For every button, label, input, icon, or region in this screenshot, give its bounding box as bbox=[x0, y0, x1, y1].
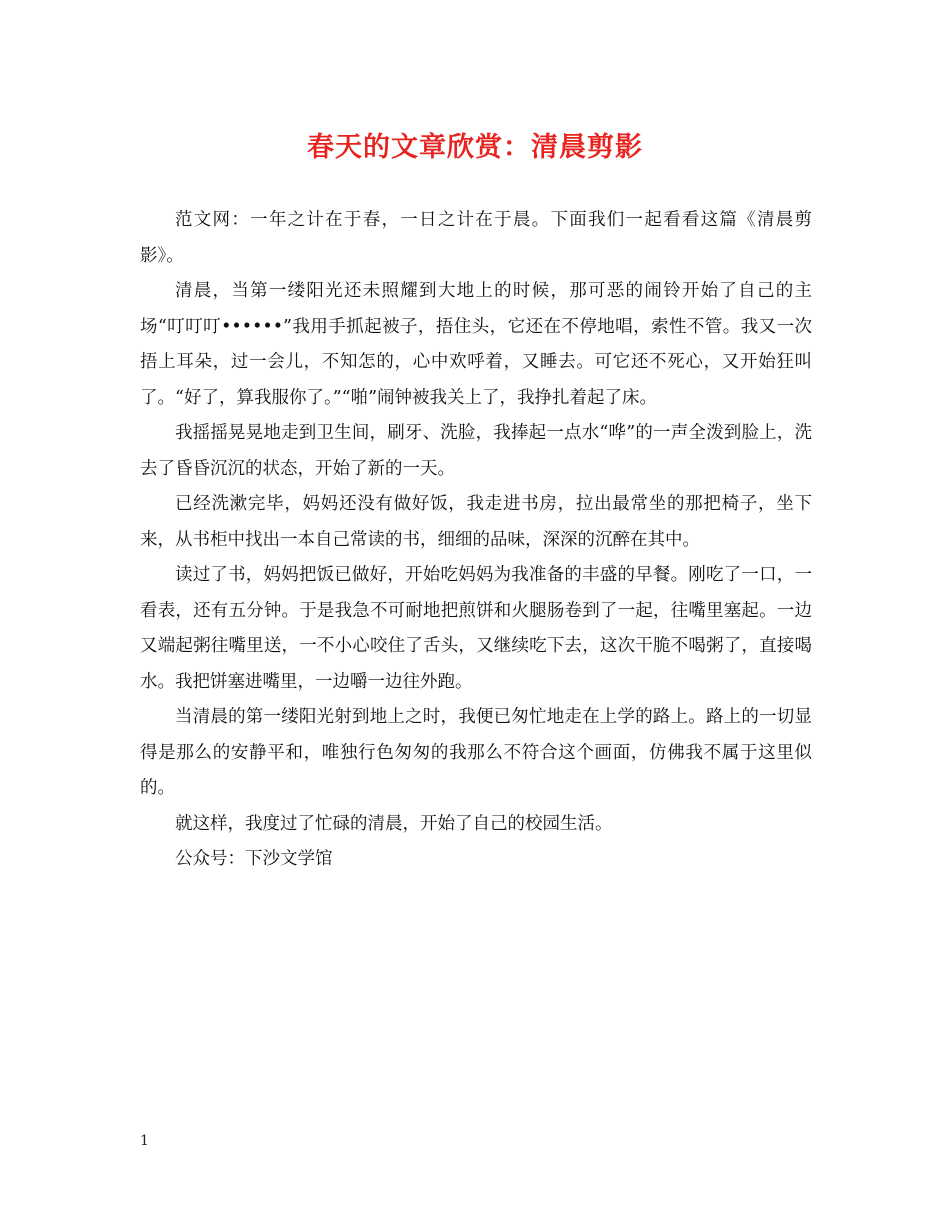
paragraph-breakfast: 读过了书，妈妈把饭已做好，开始吃妈妈为我准备的丰盛的早餐。刚吃了一口，一看表，还有五分钟。于是我急不可耐地把煎饼和火腿肠卷到了一起，往嘴里塞起。一边又端起粥往嘴里送，一不小心咬住了舌头，又继续吃下去，这次干脆不喝粥了，直接喝水。我把饼塞进嘴里，一边嚼一边往外跑。 bbox=[140, 565, 812, 692]
document-body bbox=[140, 203, 812, 878]
paragraph-wash: 我摇摇晃晃地走到卫生间，刷牙、洗脸，我捧起一点水“哗”的一声全泼到脸上，洗去了昏昏沉沉的状态，开始了新的一天。 bbox=[140, 423, 812, 479]
paragraph-public-account: 公众号：下沙文学馆 bbox=[175, 849, 333, 869]
document-title: 春天的文章欣赏：清晨剪影 bbox=[307, 132, 643, 163]
paragraph-school-road: 当清晨的第一缕阳光射到地上之时，我便已匆忙地走在上学的路上。路上的一切显得是那么的安静平和，唯独行色匆匆的我那么不符合这个画面，仿佛我不属于这里似的。 bbox=[140, 707, 812, 798]
paragraph-alarm: 清晨，当第一缕阳光还未照耀到大地上的时候，那可恶的闹铃开始了自己的主场“叮叮叮••••••”我用手抓起被子，捂住头，它还在不停地唱，索性不管。我又一次捂上耳朵，过一会儿，不知怎的，心中欢呼着，又睡去。可它还不死心，又开始狂叫了。“好了，算我服你了。”“啪”闹钟被我关上了，我挣扎着起了床。 bbox=[140, 281, 812, 408]
paragraph-intro: 范文网：一年之计在于春，一日之计在于晨。下面我们一起看看这篇《清晨剪影》。 bbox=[140, 210, 812, 266]
paragraph-conclusion: 就这样，我度过了忙碌的清晨，开始了自己的校园生活。 bbox=[175, 813, 613, 834]
paragraph-reading: 已经洗漱完毕，妈妈还没有做好饭，我走进书房，拉出最常坐的那把椅子，坐下来，从书柜中找出一本自己常读的书，细细的品味，深深的沉醉在其中。 bbox=[140, 494, 812, 550]
page-number: 1 bbox=[140, 1133, 149, 1149]
